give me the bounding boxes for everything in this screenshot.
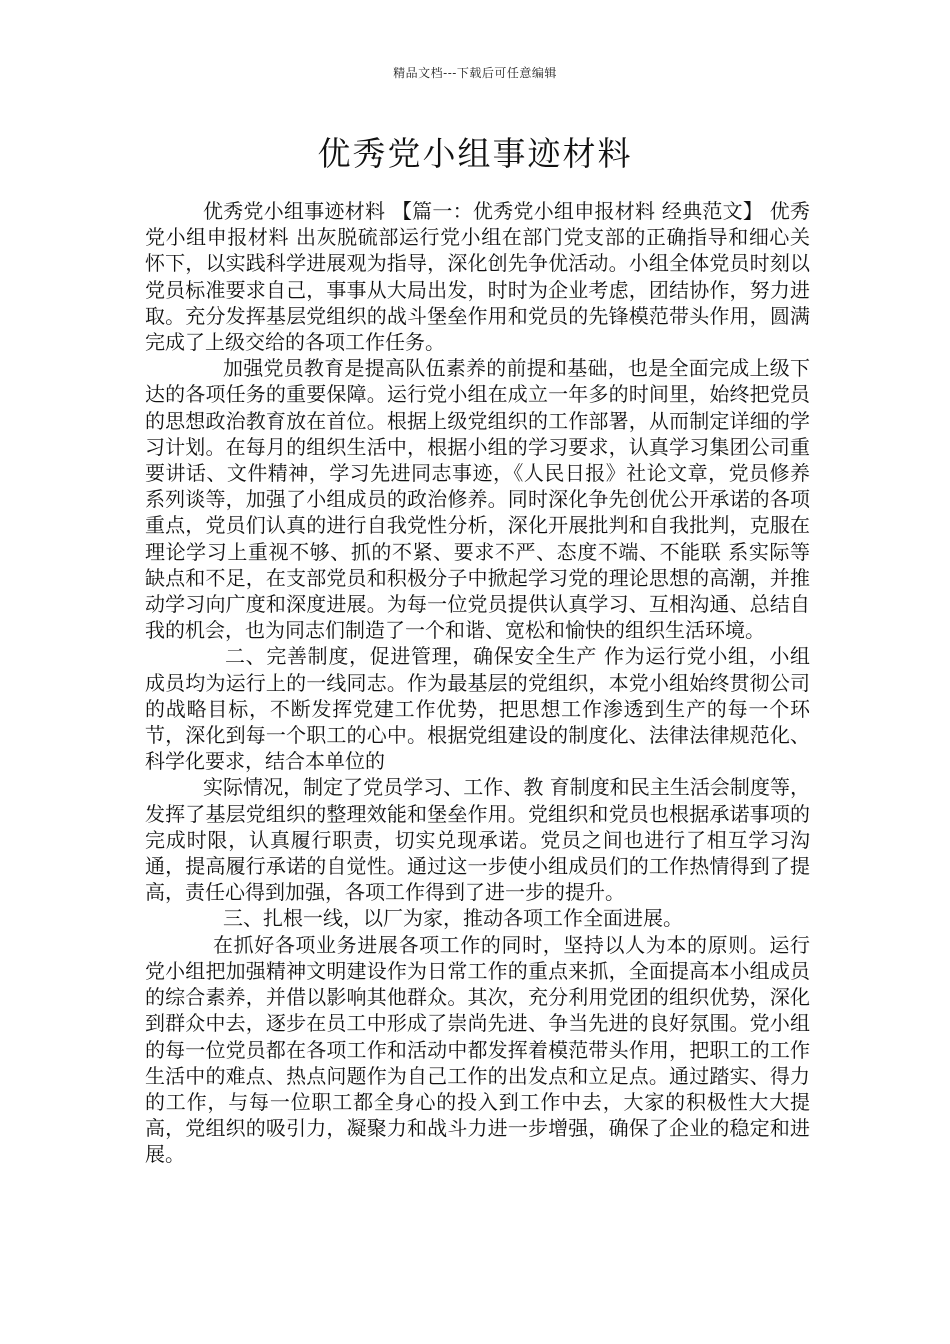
paragraph-frontline: 在抓好各项业务进展各项工作的同时，坚持以人为本的原则。运行党小组把加强精神文明建设作为日常工作的重点来抓，全面提高本小组成员的综合素养，并借以影响其他群众。其次，充分利用党团的组织优势，深化 到群众中去，逐步在员工中形成了崇尚先进、争当先进的良好氛围。党小组的每一位党员都在各项工作和活动中都发挥着模范带头作用，把职工的工作生活中的难点、热点问题作为自己工作的出发点和立足点。通过踏实、得力的工作，与每一位职工都全身心的投入到工作中去，大家的积极性大大提高，党组织的吸引力，凝聚力和战斗力进一步增强，确保了企业的稳定和进展。 [145,932,810,1167]
paragraph-system-continued: 实际情况，制定了党员学习、工作、教 育制度和民主生活会制度等，发挥了基层党组织的整理效能和堡垒作用。党组织和党员也根据承诺事项的完成时限，认真履行职责，切实兑现承诺。党员之间也进行了相互学习沟通，提高履行承诺的自觉性。通过这一步使小组成员们的工作热情得到了提高，责任心得到加强，各项工作得到了进一步的提升。 [145,775,810,905]
document-title: 优秀党小组事迹材料 [317,134,633,173]
paragraph-system: 二、完善制度，促进管理，确保安全生产 作为运行党小组，小组成员均为运行上的一线同志。作为最基层的党组织，本党小组始终贯彻公司的战略目标，不断发挥党建工作优势，把思想工作渗透到生产的每一个环节，深化到每一个职工的心中。根据党组建设的制度化、法律法律规范化、科学化要求，结合本单位的 [145,644,810,774]
paragraph-intro: 优秀党小组事迹材料 【篇一：优秀党小组申报材料 经典范文】 优秀党小组申报材料 出灰脱硫部运行党小组在部门党支部的正确指导和细心关怀下，以实践科学进展观为指导，深化创先争优活动。小组全体党员时刻以党员标准要求自己，事事从大局出发，时时为企业考虑，团结协作，努力进取。充分发挥基层党组织的战斗堡垒作用和党员的先锋模范带头作用，圆满完成了上级交给的各项工作任务。 [145,199,810,355]
paragraph-education: 加强党员教育是提高队伍素养的前提和基础，也是全面完成上级下达的各项任务的重要保障。运行党小组在成立一年多的时间里，始终把党员的思想政治教育放在首位。根据上级党组织的工作部署，从而制定详细的学习计划。在每月的组织生活中，根据小组的学习要求，认真学习集团公司重要讲话、文件精神，学习先进同志事迹，《人民日报》社论文章，党员修养系列谈等，加强了小组成员的政治修养。同时深化争先创优公开承诺的各项重点，党员们认真的进行自我党性分析，深化开展批判和自我批判，克服在理论学习上重视不够、抓的不紧、要求不严、态度不端、不能联 系实际等缺点和不足，在支部党员和积极分子中掀起学习党的理论思想的高潮，并推动学习向广度和深度进展。为每一位党员提供认真学习、互相沟通、总结自我的机会，也为同志们制造了一个和谐、宽松和愉快的组织生活环境。 [145,356,810,643]
section-heading-frontline: 三、扎根一线，以厂为家，推动各项工作全面进展。 [223,906,683,931]
document-body [145,198,810,1168]
header-note: 精品文档---下载后可任意编辑 [393,66,557,80]
